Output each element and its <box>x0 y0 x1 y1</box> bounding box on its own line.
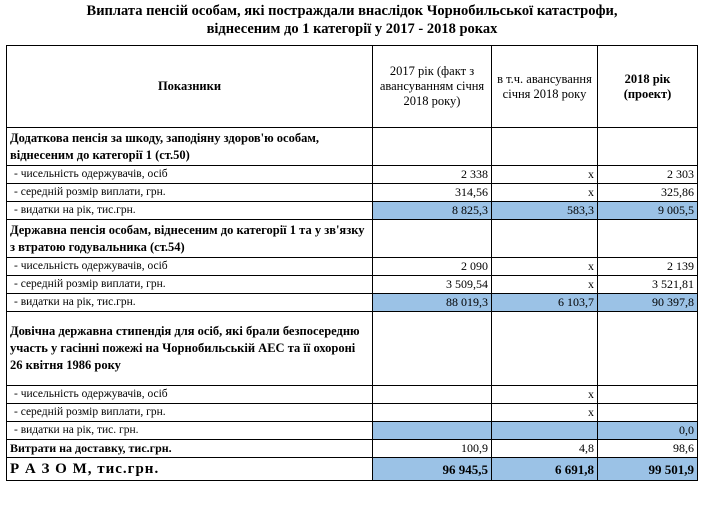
header-advance: в т.ч. авансування січня 2018 року <box>492 46 598 128</box>
table-row <box>7 294 698 312</box>
row-label: - чисельність одержувачів, осіб <box>7 258 373 276</box>
cell-advance: х <box>492 276 598 294</box>
section-title: Довічна державна стипендія для осіб, які брали безпосередню участь у гасінні пожежі на Чорнобильській АЕС та її охороні 26 квітня 1986 року <box>7 312 373 386</box>
table-row <box>7 166 698 184</box>
delivery-label: Витрати на доставку, тис.грн. <box>7 440 373 458</box>
row-label: - видатки на рік, тис. грн. <box>7 422 373 440</box>
table-row <box>7 276 698 294</box>
row-label: - середній розмір виплати, грн. <box>7 276 373 294</box>
header-2017: 2017 рік (факт з авансуванням січня 2018 року) <box>373 46 492 128</box>
title-line-1: Виплата пенсій особам, які постраждали внаслідок Чорнобильської катастрофи, <box>86 3 618 19</box>
table-row <box>7 404 698 422</box>
section-header-row <box>7 312 698 386</box>
table-row <box>7 184 698 202</box>
cell-2017: 2 338 <box>373 166 492 184</box>
cell-2018: 325,86 <box>598 184 698 202</box>
row-label: - середній розмір виплати, грн. <box>7 404 373 422</box>
row-label: - видатки на рік, тис.грн. <box>7 202 373 220</box>
cell-2017: 8 825,3 <box>373 202 492 220</box>
cell-2018: 2 303 <box>598 166 698 184</box>
cell-2017 <box>373 422 492 440</box>
row-label: - видатки на рік, тис.грн. <box>7 294 373 312</box>
cell-2017: 88 019,3 <box>373 294 492 312</box>
cell-advance: 583,3 <box>492 202 598 220</box>
table-row <box>7 422 698 440</box>
cell-advance: 6 103,7 <box>492 294 598 312</box>
header-2018: 2018 рік (проект) <box>598 46 698 128</box>
total-label: Р А З О М, тис.грн. <box>7 458 373 481</box>
row-label: - середній розмір виплати, грн. <box>7 184 373 202</box>
cell-2017: 3 509,54 <box>373 276 492 294</box>
table-row <box>7 386 698 404</box>
delivery-2018: 98,6 <box>598 440 698 458</box>
cell-2017 <box>373 404 492 422</box>
header-row <box>7 46 698 128</box>
row-label: - чисельність одержувачів, осіб <box>7 386 373 404</box>
cell-2018: 2 139 <box>598 258 698 276</box>
cell-2017: 2 090 <box>373 258 492 276</box>
cell-2018 <box>598 386 698 404</box>
total-advance: 6 691,8 <box>492 458 598 481</box>
delivery-row <box>7 440 698 458</box>
cell-advance: х <box>492 184 598 202</box>
delivery-advance: 4,8 <box>492 440 598 458</box>
cell-2017 <box>373 386 492 404</box>
total-row <box>7 458 698 481</box>
cell-2018: 0,0 <box>598 422 698 440</box>
cell-advance: х <box>492 386 598 404</box>
cell-advance: х <box>492 258 598 276</box>
cell-2018: 9 005,5 <box>598 202 698 220</box>
cell-2018: 90 397,8 <box>598 294 698 312</box>
page-title <box>0 0 704 38</box>
table-row <box>7 258 698 276</box>
header-indicator: Показники <box>7 46 373 128</box>
row-label: - чисельність одержувачів, осіб <box>7 166 373 184</box>
cell-2018: 3 521,81 <box>598 276 698 294</box>
cell-2017: 314,56 <box>373 184 492 202</box>
cell-advance: х <box>492 166 598 184</box>
table-row <box>7 202 698 220</box>
total-2017: 96 945,5 <box>373 458 492 481</box>
section-title: Додаткова пенсія за шкоду, заподіяну здоров'ю особам, віднесеним до категорії 1 (ст.50) <box>7 128 373 166</box>
section-header-row <box>7 220 698 258</box>
cell-advance <box>492 422 598 440</box>
cell-advance: х <box>492 404 598 422</box>
cell-2018 <box>598 404 698 422</box>
total-2018: 99 501,9 <box>598 458 698 481</box>
pension-table <box>6 45 698 481</box>
delivery-2017: 100,9 <box>373 440 492 458</box>
title-line-2: віднесеним до 1 категорії у 2017 - 2018 роках <box>206 21 498 37</box>
section-header-row <box>7 128 698 166</box>
section-title: Державна пенсія особам, віднесеним до категорії 1 та у зв'язку з втратою годувальника (ст.54) <box>7 220 373 258</box>
